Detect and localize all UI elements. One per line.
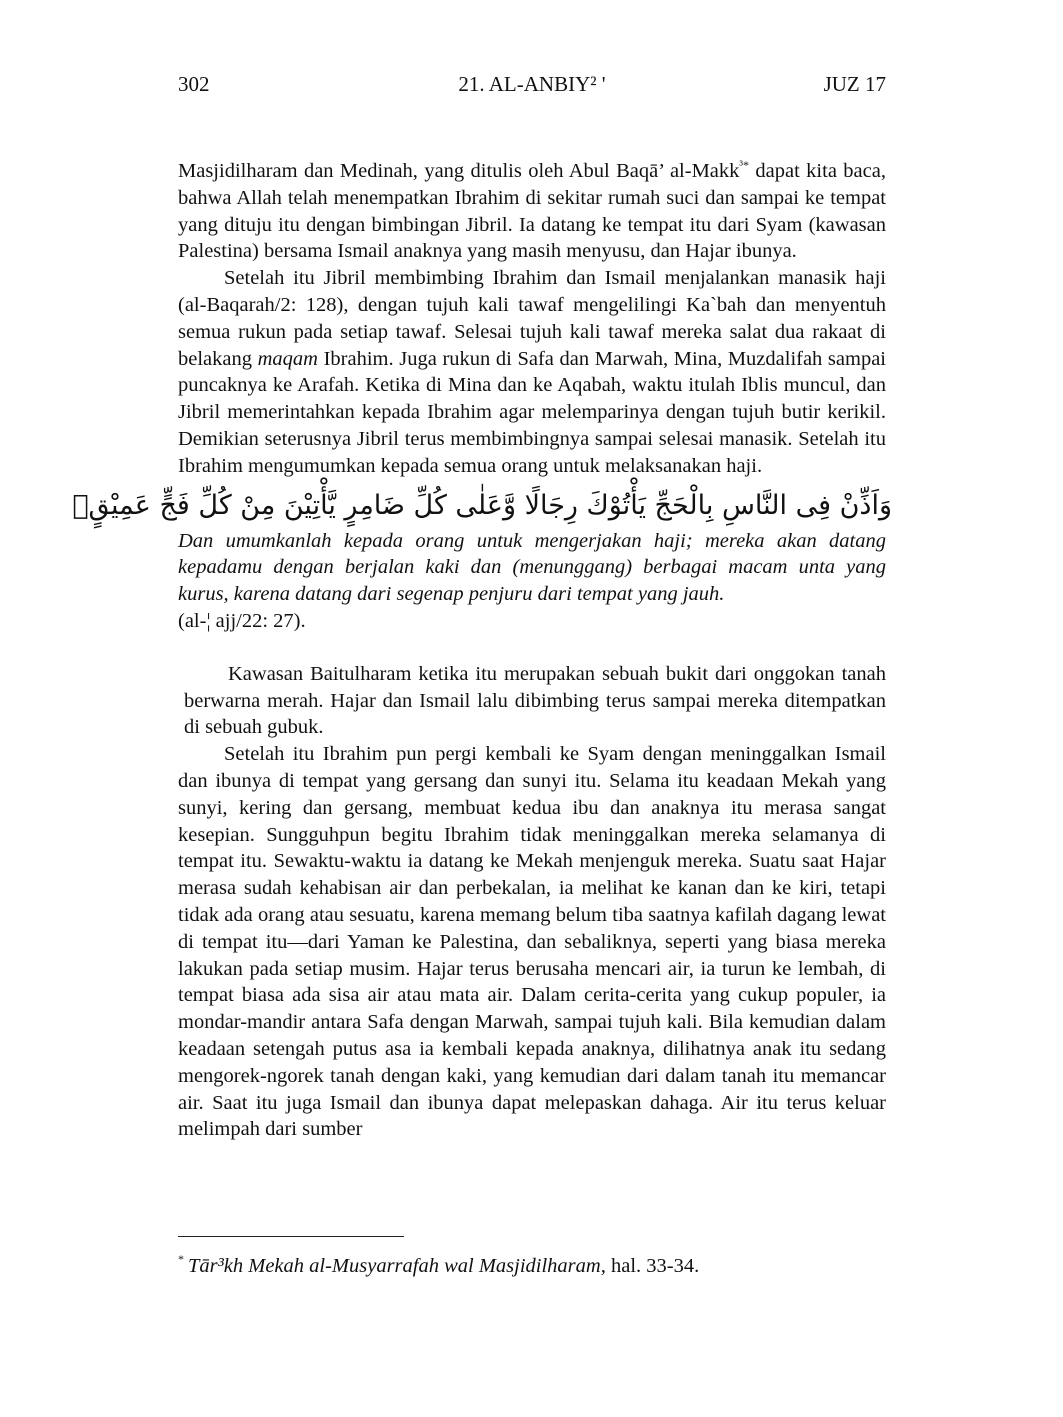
paragraph-3: Kawasan Baitulharam ketika itu merupakan sebuah bukit dari onggokan tanah berwarna merah. Hajar dan Ismail lalu dibimbing terus sampai mereka ditempatkan di sebuah gubuk. (184, 662, 886, 739)
footnote (178, 1246, 886, 1279)
paragraph-2: Setelah itu Jibril membimbing Ibrahim dan Ismail menjalankan manasik haji (al-Baqarah/2: 128), dengan tujuh kali tawaf mengelilingi Ka`bah dan menyentuh semua rukun pada setiap tawaf. Selesai tujuh kali tawaf mereka salat dua rakaat di belakang maqam Ibrahim. Juga rukun di Safa dan Marwah, Mina, Muzdalifah sampai puncaknya ke Arafah. Ketika di Mina dan ke Aqabah, waktu itulah Iblis muncul, dan Jibril memerintahkan kepada Ibrahim agar melemparinya dengan tujuh butir kerikil. Demikian seterusnya Jibril terus membimbingnya sampai selesai manasik. Setelah itu Ibrahim mengumumkan kepada semua orang untuk melaksanakan haji. (178, 267, 886, 477)
verse-citation: (al-¦ ajj/22: 27). (178, 609, 306, 632)
paragraph-1: Masjidilharam dan Medinah, yang ditulis oleh Abul Baqā’ al-Makk$^{^3*}$ dapat kita baca, bahwa Allah telah menempatkan Ibrahim di sekitar rumah suci dan sampai ke tempat yang dituju itu dengan bimbingan Jibril. Ia datang ke tempat itu dari Syam (kawasan Palestina) bersama Ismail anaknya yang masih menyusu, dan Hajar ibunya. (178, 158, 886, 263)
verse-translation: Dan umumkanlah kepada orang untuk mengerjakan haji; mereka akan datang kepadamu dengan berjalan kaki dan (menunggang) berbagai macam unta yang kurus, karena datang dari segenap penjuru dari tempat yang jauh. (178, 529, 886, 606)
chapter-title: 21. AL-ANBIY² ' (458, 72, 606, 96)
main-text (72, 158, 892, 1143)
superscript-char: ³ (739, 158, 744, 172)
page-number: 302 (178, 72, 210, 96)
footnote-marker: * (743, 158, 750, 172)
running-header (178, 72, 886, 104)
footnote-star: * (178, 1252, 184, 1266)
footnote-title: Tār³kh Mekah al-Musyarrafah wal Masjidilharam, (188, 1255, 606, 1277)
juz-label: JUZ 17 (823, 72, 886, 96)
footnote-divider (178, 1236, 404, 1237)
arabic-verse: وَاَذِّنْ فِى النَّاسِ بِالْحَجِّ يَأْتُوْكَ رِجَالًا وَّعَلٰى كُلِّ ضَامِرٍ يَّأْتِيْنَ مِنْ كُلِّ فَجٍّ عَمِيْقٍۙ (72, 489, 892, 521)
italic-term: maqam (257, 347, 318, 370)
paragraph-4: Setelah itu Ibrahim pun pergi kembali ke Syam dengan meninggalkan Ismail dan ibunya di tempat yang gersang dan sunyi itu. Selama itu keadaan Mekah yang sunyi, kering dan gersang, membuat kedua ibu dan anaknya itu merasa sangat kesepian. Sungguhpun begitu Ibrahim tidak meninggalkan mereka selamanya di tempat itu. Sewaktu-waktu ia datang ke Mekah menjenguk mereka. Suatu saat Hajar merasa sudah kehabisan air dan perbekalan, ia melihat ke kanan dan ke kiri, tetapi tidak ada orang atau sesuatu, karena memang belum tiba saatnya kafilah dagang lewat di tempat itu—dari Yaman ke Palestina, dan sebaliknya, seperti yang biasa mereka lakukan pada setiap musim. Hajar terus berusaha mencari air, ia turun ke lembah, di tempat biasa ada sisa air atau mata air. Dalam cerita-cerita yang cukup populer, ia mondar-mandir antara Safa dengan Marwah, sampai tujuh kali. Bila kemudian dalam keadaan setengah putus asa ia kembali kepada anaknya, dilihatnya anak itu sedang mengorek-ngorek tanah dengan kaki, yang kemudian dari dalam tanah itu memancar air. Saat itu juga Ismail dan ibunya dapat melepaskan dahaga. Air itu terus keluar melimpah dari sumber (178, 743, 886, 1141)
footnote-pages: hal. 33-34. (605, 1255, 700, 1277)
